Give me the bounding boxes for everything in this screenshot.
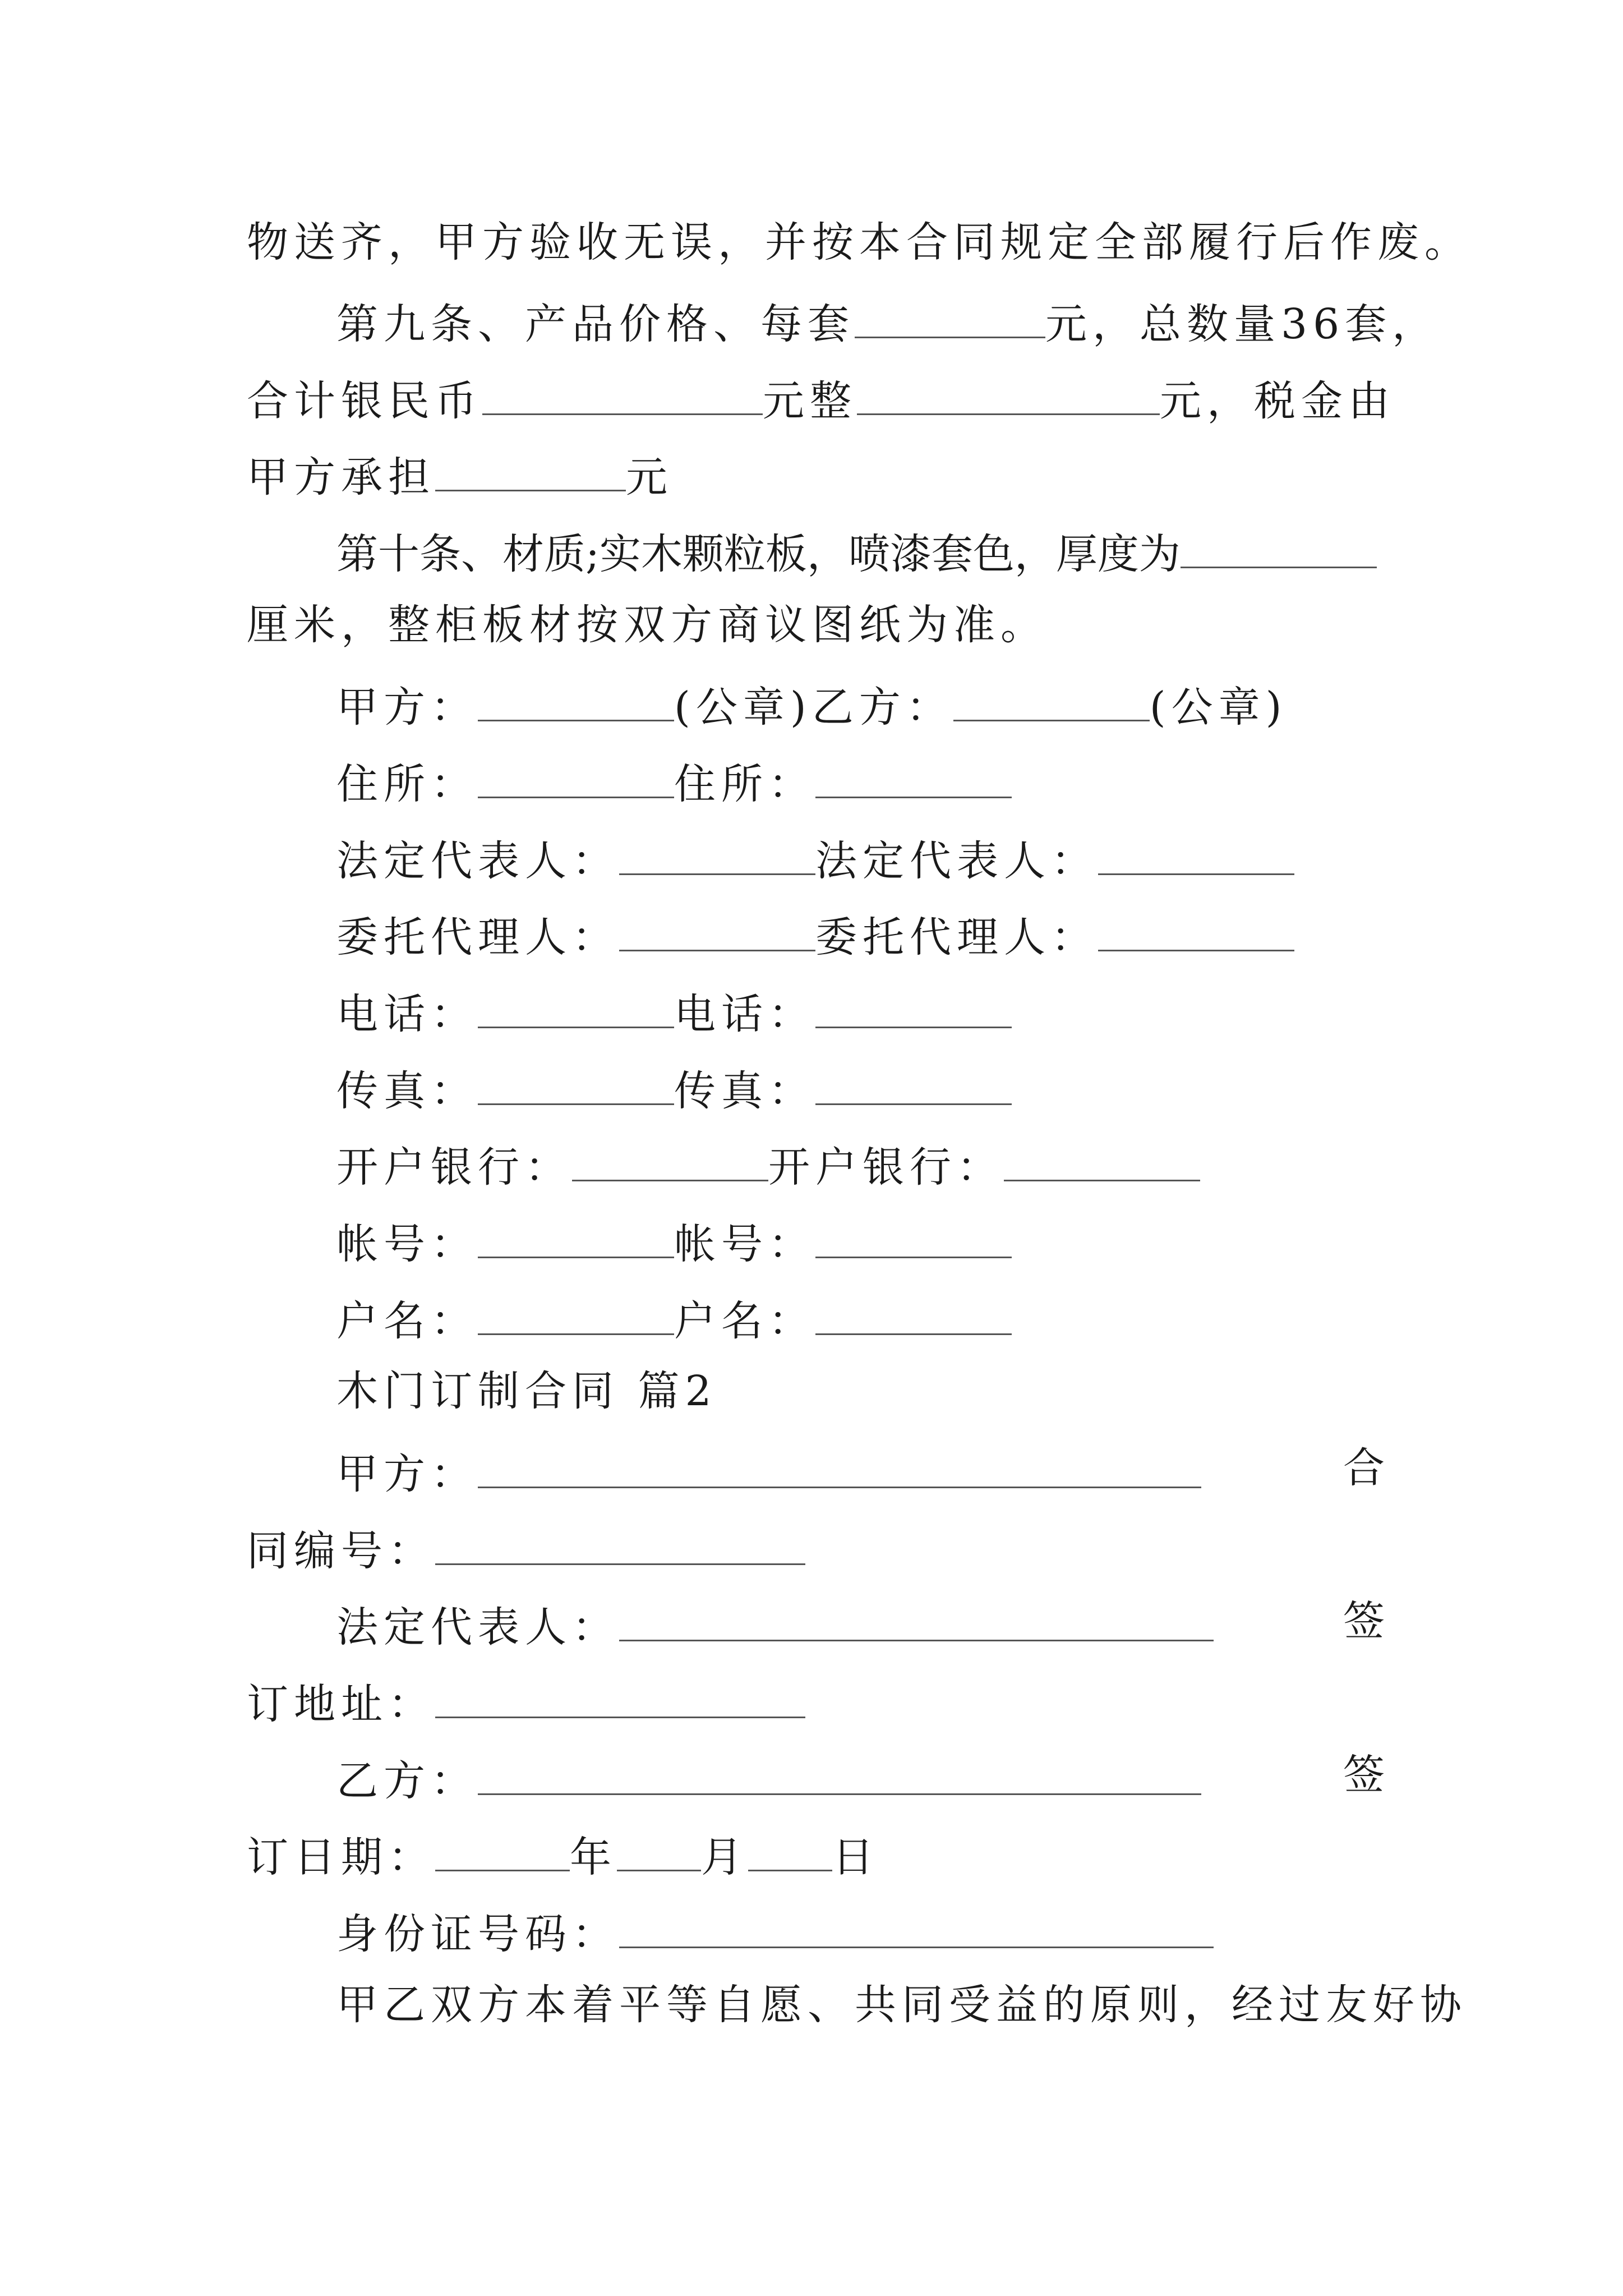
text: 签 xyxy=(1343,1751,1385,1799)
text: 合计银民币 xyxy=(247,377,482,425)
s2-party-b-row xyxy=(336,1754,1201,1805)
fill-blank[interactable] xyxy=(855,297,1045,338)
label: 乙方： xyxy=(336,1757,478,1805)
label: (公章) xyxy=(1149,683,1288,731)
fill-blank[interactable] xyxy=(435,1677,805,1718)
label: 传真： xyxy=(674,1067,815,1115)
label: 甲方： xyxy=(336,1450,478,1498)
label: (公章) xyxy=(674,683,812,731)
legal-rep-row xyxy=(336,834,1294,885)
text: 元，总数量36套， xyxy=(1045,300,1440,348)
party-a-blank[interactable] xyxy=(478,680,674,721)
fill-blank[interactable] xyxy=(435,1524,805,1565)
label: 开户银行： xyxy=(768,1143,1004,1191)
label: 开户银行： xyxy=(336,1143,572,1191)
fill-blank[interactable] xyxy=(1004,1140,1200,1181)
wrap-char xyxy=(1343,1751,1385,1799)
text: 日 xyxy=(832,1833,879,1881)
article-9-line-3 xyxy=(247,450,673,501)
s2-legal-rep-row xyxy=(336,1600,1214,1651)
fax-row xyxy=(336,1064,1012,1115)
label: 户名： xyxy=(336,1297,478,1345)
fill-blank[interactable] xyxy=(1098,834,1294,875)
text: 合 xyxy=(1343,1444,1385,1492)
section-title xyxy=(336,1367,717,1415)
fill-blank[interactable] xyxy=(815,1217,1012,1258)
s2-sign-place-row xyxy=(247,1677,805,1728)
phone-row xyxy=(336,987,1012,1038)
s2-sign-date-row xyxy=(247,1830,879,1881)
wrap-char xyxy=(1343,1444,1385,1492)
label: 订日期： xyxy=(247,1833,435,1881)
fill-blank[interactable] xyxy=(1181,527,1377,568)
text: 第十条、材质;实木颗粒板，喷漆套色，厚度为 xyxy=(336,530,1181,578)
fill-blank[interactable] xyxy=(478,987,674,1028)
label: 同编号： xyxy=(247,1527,435,1575)
label: 住所： xyxy=(336,760,478,808)
month-blank[interactable] xyxy=(617,1830,701,1871)
label: 委托代理人： xyxy=(815,913,1098,961)
text: 元 xyxy=(626,453,673,501)
fill-blank[interactable] xyxy=(619,1907,1214,1948)
fill-blank[interactable] xyxy=(815,987,1012,1028)
label: 委托代理人： xyxy=(336,913,619,961)
label: 电话： xyxy=(336,990,478,1038)
text: 签 xyxy=(1343,1597,1385,1645)
party-row xyxy=(336,680,1288,731)
fill-blank[interactable] xyxy=(478,1754,1201,1795)
text: 物送齐，甲方验收无误，并按本合同规定全部履行后作废。 xyxy=(247,218,1472,266)
fill-blank[interactable] xyxy=(857,374,1160,415)
label: 传真： xyxy=(336,1067,478,1115)
fill-blank[interactable] xyxy=(478,757,674,798)
fill-blank[interactable] xyxy=(478,1217,674,1258)
text: 甲乙双方本着平等自愿、共同受益的原则，经过友好协 xyxy=(336,1981,1467,2029)
account-row xyxy=(336,1217,1012,1268)
fill-blank[interactable] xyxy=(478,1294,674,1335)
fill-blank[interactable] xyxy=(619,834,815,875)
fill-blank[interactable] xyxy=(619,1600,1214,1641)
agent-row xyxy=(336,910,1294,961)
fill-blank[interactable] xyxy=(1098,910,1294,951)
label: 法定代表人： xyxy=(336,837,619,885)
year-blank[interactable] xyxy=(435,1830,570,1871)
bank-row xyxy=(336,1140,1200,1191)
label: 电话： xyxy=(674,990,815,1038)
text: 厘米，整柜板材按双方商议图纸为准。 xyxy=(247,601,1048,649)
fill-blank[interactable] xyxy=(478,1064,674,1105)
fill-blank[interactable] xyxy=(478,1447,1201,1488)
label: 订地址： xyxy=(247,1680,435,1728)
article-9-line-2 xyxy=(247,374,1395,425)
fill-blank[interactable] xyxy=(482,374,763,415)
article-9-line-1 xyxy=(336,297,1440,348)
label: 法定代表人： xyxy=(815,837,1098,885)
fill-blank[interactable] xyxy=(435,450,626,491)
text: 甲方承担 xyxy=(247,453,435,501)
label: 乙方： xyxy=(811,683,953,731)
paragraph-line xyxy=(336,1981,1467,2029)
s2-id-row xyxy=(336,1907,1214,1958)
text: 第九条、产品价格、每套 xyxy=(336,300,855,348)
fill-blank[interactable] xyxy=(815,757,1012,798)
label: 甲方： xyxy=(336,683,478,731)
fill-blank[interactable] xyxy=(815,1294,1012,1335)
party-b-blank[interactable] xyxy=(953,680,1150,721)
day-blank[interactable] xyxy=(748,1830,832,1871)
s2-party-a-row xyxy=(336,1447,1201,1498)
fill-blank[interactable] xyxy=(572,1140,768,1181)
paragraph-line xyxy=(247,218,1472,266)
fill-blank[interactable] xyxy=(619,910,815,951)
s2-contract-no-row xyxy=(247,1524,805,1575)
label: 法定代表人： xyxy=(336,1603,619,1651)
section-2-title: 木门订制合同 篇2 xyxy=(336,1367,717,1415)
article-10-line-2 xyxy=(247,601,1048,649)
wrap-char xyxy=(1343,1597,1385,1645)
text: 元整 xyxy=(763,377,857,425)
label: 住所： xyxy=(674,760,815,808)
article-10-line-1 xyxy=(336,527,1377,578)
label: 帐号： xyxy=(336,1220,478,1268)
label: 帐号： xyxy=(674,1220,815,1268)
text: 年 xyxy=(570,1833,617,1881)
text: 月 xyxy=(701,1833,748,1881)
label: 户名： xyxy=(674,1297,815,1345)
label: 身份证号码： xyxy=(336,1910,619,1958)
text: 元，税金由 xyxy=(1160,377,1395,425)
residence-row xyxy=(336,757,1012,808)
account-name-row xyxy=(336,1294,1012,1345)
fill-blank[interactable] xyxy=(815,1064,1012,1105)
